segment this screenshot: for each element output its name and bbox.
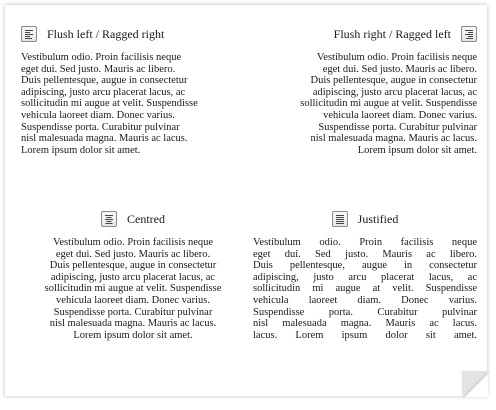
text-line: nisl malesuada magna. Mauris ac lacus.: [253, 318, 477, 330]
text-line: sollicitudin mi augue at velit. Suspendisse: [21, 98, 198, 110]
align-left-icon: [21, 26, 37, 42]
text-line: adipiscing, justo arcu placerat lacus, ac: [21, 86, 186, 98]
text-line: Duis pellentesque, augue in consectetur: [21, 75, 188, 87]
page-curl: [462, 371, 488, 397]
text-line: eget dui. Sed justo. Mauris ac libero.: [253, 248, 477, 260]
text-line: Vestibulum odio. Proin facilisis neque: [253, 237, 477, 248]
align-justify-icon: [332, 211, 348, 227]
text-line: vehicula laoreet diam. Donec varius.: [323, 109, 477, 121]
text-line: adipiscing, justo arcu placerat lacus, ac: [312, 86, 477, 98]
text-line: Vestibulum odio. Proin facilisis neque: [21, 52, 182, 63]
text-line: eget dui. Sed justo. Mauris ac libero.: [322, 63, 477, 75]
text-line: lacus. Lorem ipsum dolor sit amet.: [253, 329, 477, 341]
align-center-icon: [101, 211, 117, 227]
section-heading: [253, 24, 477, 44]
section-heading: [21, 209, 245, 229]
text-line: vehicula laoreet diam. Donec varius.: [56, 294, 210, 306]
text-line: nisl malesuada magna. Mauris ac lacus.: [21, 133, 188, 145]
text-line: Lorem ipsum dolor sit amet.: [21, 144, 141, 156]
paragraph-centred: [21, 237, 245, 341]
paragraph-justified: [253, 237, 477, 341]
paragraph-flush-left: [21, 52, 245, 156]
text-line: sollicitudin mi augue at velit. Suspendisse: [300, 98, 477, 110]
text-line: Duis pellentesque, augue in consectetur: [49, 260, 217, 272]
text-line: vehicula laoreet diam. Donec varius.: [21, 109, 175, 121]
section-title: Flush left / Ragged right: [47, 26, 165, 41]
paragraph-flush-right: [253, 52, 477, 156]
text-line: eget dui. Sed justo. Mauris ac libero.: [55, 248, 211, 260]
text-line: sollicitudin mi augue at velit. Suspendisse: [253, 283, 477, 295]
text-line: Lorem ipsum dolor sit amet.: [73, 329, 193, 341]
text-line: Duis pellentesque, augue in consectetur: [310, 75, 477, 87]
section-heading: [21, 24, 245, 44]
text-line: Vestibulum odio. Proin facilisis neque: [316, 52, 477, 63]
text-line: Lorem ipsum dolor sit amet.: [357, 144, 477, 156]
text-line: eget dui. Sed justo. Mauris ac libero.: [21, 63, 176, 75]
section-flush-right: [253, 24, 477, 156]
text-line: vehicula laoreet diam. Donec varius.: [253, 294, 477, 306]
section-title: Flush right / Ragged left: [333, 26, 451, 41]
section-heading: [253, 209, 477, 229]
text-line: Suspendisse porta. Curabitur pulvinar: [318, 121, 477, 133]
document-page: [5, 5, 487, 396]
section-title: Centred: [127, 211, 165, 226]
text-line: Suspendisse porta. Curabitur pulvinar: [21, 121, 180, 133]
text-line: adipiscing, justo arcu placerat lacus, ac: [253, 271, 477, 283]
text-line: Suspendisse porta. Curabitur pulvinar: [53, 306, 213, 318]
text-line: Suspendisse porta. Curabitur pulvinar: [253, 306, 477, 318]
text-line: nisl malesuada magna. Mauris ac lacus.: [49, 318, 217, 330]
section-flush-left: [21, 24, 245, 156]
text-line: Vestibulum odio. Proin facilisis neque: [52, 237, 214, 248]
section-title: Justified: [357, 211, 399, 226]
text-line: nisl malesuada magna. Mauris ac lacus.: [310, 133, 477, 145]
section-justified: [253, 209, 477, 341]
section-centred: [21, 209, 245, 341]
text-line: adipiscing, justo arcu placerat lacus, ac: [50, 271, 216, 283]
align-right-icon: [461, 26, 477, 42]
text-line: sollicitudin mi augue at velit. Suspendisse: [44, 283, 222, 295]
text-line: Duis pellentesque, augue in consectetur: [253, 260, 477, 272]
